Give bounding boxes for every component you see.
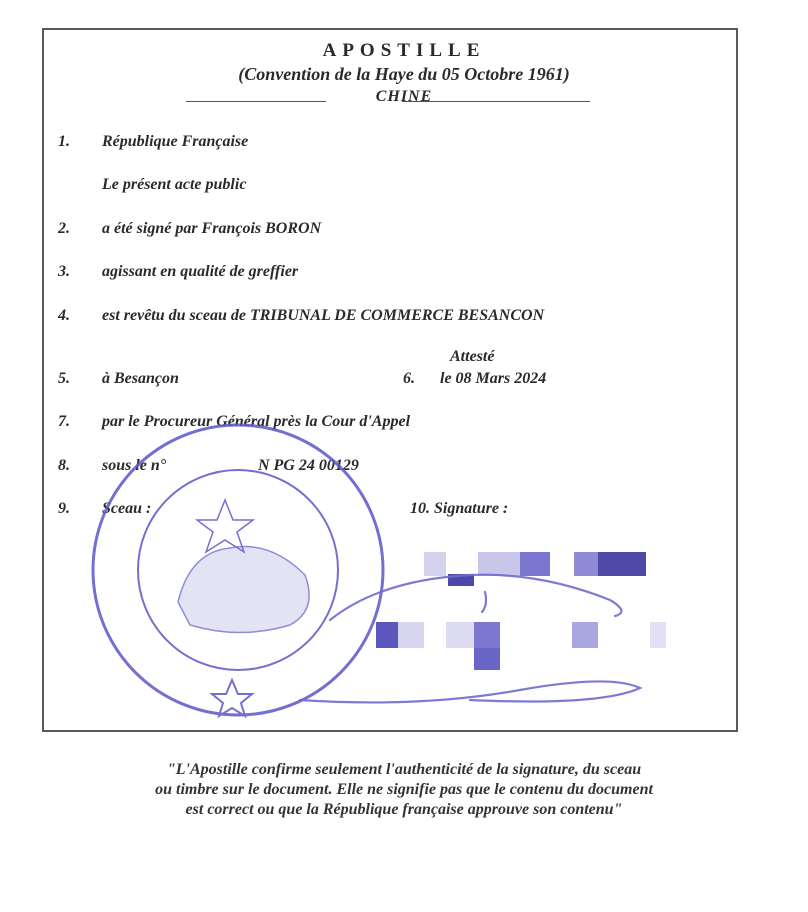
item-number: 2. [58, 220, 70, 237]
disclaimer-line: est correct ou que la République française approuve son contenu" [185, 801, 623, 818]
item-number: 6. [403, 370, 415, 387]
country-label: CHINE [375, 88, 433, 105]
item-number: 7. [58, 413, 70, 430]
item-text: République Française [102, 133, 249, 150]
item-text: est revêtu du sceau de TRIBUNAL DE COMMERCE BESANCON [102, 307, 545, 324]
item-number: 9. [58, 500, 70, 517]
item-number: 8. [58, 457, 70, 474]
item-number: 3. [58, 263, 70, 280]
apostille-disclaimer [40, 760, 768, 820]
attested-date: le 08 Mars 2024 [440, 370, 547, 387]
apostille-title: APOSTILLE [322, 40, 486, 61]
convention-line: (Convention de la Haye du 05 Octobre 1961) [238, 64, 570, 84]
item-text: Sceau : [102, 500, 152, 517]
disclaimer-line: ou timbre sur le document. Elle ne signifie pas que le contenu du document [155, 781, 653, 798]
registration-number: N PG 24 00129 [258, 457, 359, 474]
item-text: par le Procureur Général près la Cour d'Appel [102, 413, 411, 430]
item-text: à Besançon [102, 370, 179, 387]
signature-label: 10. Signature : [410, 500, 509, 517]
item-number: 5. [58, 370, 70, 387]
item-text: sous le n° [102, 457, 167, 474]
item-number: 4. [58, 307, 70, 324]
disclaimer-line: "L'Apostille confirme seulement l'authenticité de la signature, du sceau [166, 761, 642, 778]
attested-label: Attesté [450, 348, 495, 365]
item-text: a été signé par François BORON [102, 220, 322, 237]
item-text: agissant en qualité de greffier [102, 263, 299, 280]
item-number: 1. [58, 133, 70, 150]
item-text: Le présent acte public [102, 176, 247, 193]
